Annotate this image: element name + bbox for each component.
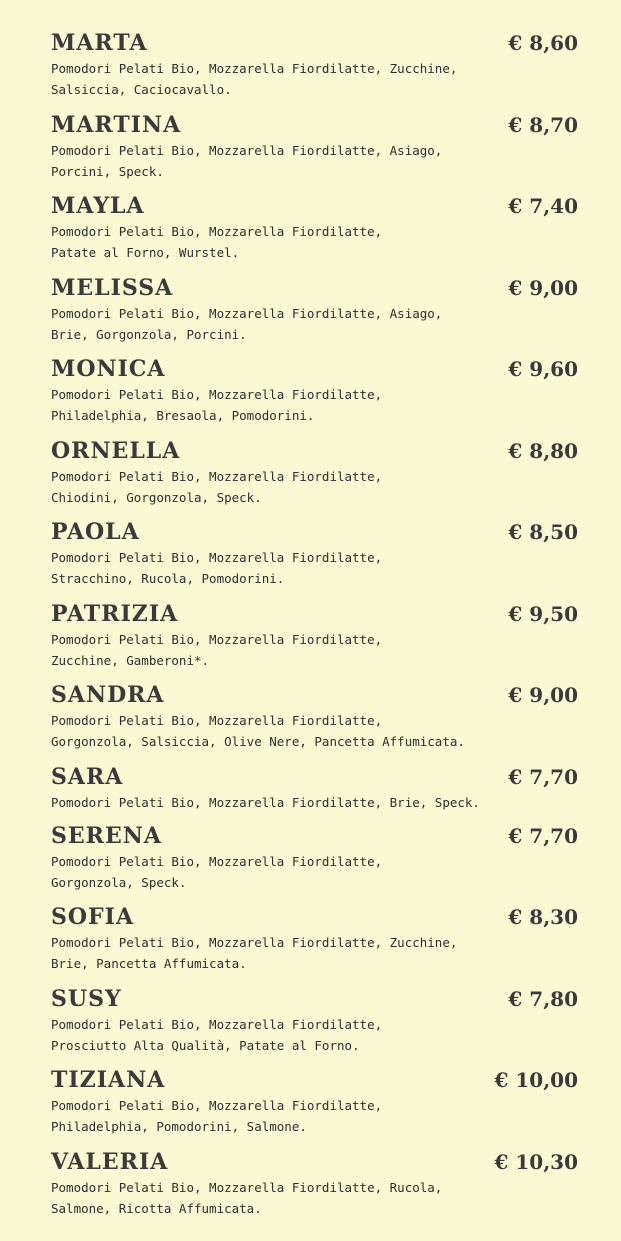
ingredients-line: Salsiccia, Caciocavallo. (51, 82, 232, 97)
menu-item (51, 984, 578, 1066)
ingredients-line: Pomodori Pelati Bio, Mozzarella Fiordilatte, Zucchine, (51, 935, 458, 950)
ingredients-line: Brie, Pancetta Affumicata. (51, 956, 247, 971)
menu-item (51, 191, 578, 273)
pizza-price: € 10,00 (494, 1068, 578, 1092)
ingredients-line: Pomodori Pelati Bio, Mozzarella Fiordilatte, Rucola, (51, 1179, 443, 1195)
pizza-name: SARA (51, 763, 124, 790)
ingredients (51, 140, 578, 182)
menu-item (51, 28, 578, 110)
menu-item-header (51, 680, 578, 710)
menu-item-header (51, 436, 578, 466)
menu-item-header (51, 517, 578, 547)
menu-item (51, 762, 578, 821)
pizza-name: MARTINA (51, 111, 182, 138)
menu-item (51, 902, 578, 984)
pizza-name: MAYLA (51, 193, 145, 219)
menu-item-header (51, 354, 578, 384)
pizza-name: MARTA (51, 30, 148, 56)
pizza-price: € 8,60 (508, 31, 578, 55)
ingredients (51, 1177, 578, 1219)
pizza-name: VALERIA (51, 1148, 169, 1175)
menu-item-header (51, 762, 578, 792)
ingredients (51, 1095, 578, 1137)
pizza-name: SUSY (51, 985, 122, 1012)
ingredients-line: Pomodori Pelati Bio, Mozzarella Fiordilatte, (51, 631, 383, 647)
ingredients (51, 1014, 578, 1056)
menu-item (51, 273, 578, 355)
pizza-price: € 9,50 (508, 601, 578, 626)
ingredients-line: Pomodori Pelati Bio, Mozzarella Fiordilatte, Asiago, (51, 305, 443, 321)
menu-item-header (51, 1147, 578, 1177)
pizza-price: € 7,70 (508, 764, 578, 789)
ingredients (51, 629, 578, 671)
pizza-price: € 9,00 (508, 275, 578, 300)
pizza-price: € 10,30 (494, 1149, 578, 1174)
menu-item-header (51, 28, 578, 58)
ingredients-line: Pomodori Pelati Bio, Mozzarella Fiordilatte, (51, 713, 383, 728)
ingredients-line: Salmone, Ricotta Affumicata. (51, 1200, 262, 1216)
menu-item-header (51, 984, 578, 1014)
menu-item (51, 1065, 578, 1147)
ingredients (51, 547, 578, 589)
ingredients-line: Pomodori Pelati Bio, Mozzarella Fiordilatte, (51, 1098, 383, 1113)
menu-item-header (51, 902, 578, 932)
ingredients-line: Philadelphia, Bresaola, Pomodorini. (51, 408, 315, 423)
ingredients-line: Pomodori Pelati Bio, Mozzarella Fiordilatte, (51, 387, 383, 402)
menu-item (51, 821, 578, 903)
pizza-price: € 7,70 (508, 823, 578, 848)
menu-item (51, 436, 578, 518)
ingredients-line: Philadelphia, Pomodorini, Salmone. (51, 1119, 307, 1134)
ingredients (51, 932, 578, 974)
ingredients-line: Pomodori Pelati Bio, Mozzarella Fiordilatte, (51, 468, 383, 484)
ingredients-line: Porcini, Speck. (51, 163, 164, 179)
pizza-name: SANDRA (51, 682, 165, 708)
ingredients-line: Stracchino, Rucola, Pomodorini. (51, 571, 285, 586)
menu-item-header (51, 599, 578, 629)
ingredients (51, 221, 578, 263)
pizza-name: SERENA (51, 822, 162, 849)
pizza-name: SOFIA (51, 904, 135, 930)
pizza-name: MELISSA (51, 274, 174, 301)
ingredients (51, 792, 578, 813)
ingredients-line: Pomodori Pelati Bio, Mozzarella Fiordilatte, (51, 853, 383, 869)
menu-item-header (51, 1065, 578, 1095)
pizza-name: ORNELLA (51, 437, 181, 464)
ingredients-line: Prosciutto Alta Qualità, Patate al Forno. (51, 1037, 360, 1053)
menu-item-header (51, 821, 578, 851)
pizza-price: € 7,40 (508, 194, 578, 218)
menu-item (51, 680, 578, 762)
ingredients-line: Zucchine, Gamberoni*. (51, 652, 210, 668)
pizza-price: € 9,00 (508, 683, 578, 707)
pizza-name: PAOLA (51, 519, 140, 545)
ingredients (51, 851, 578, 893)
ingredients (51, 710, 578, 752)
ingredients (51, 303, 578, 345)
ingredients-line: Pomodori Pelati Bio, Mozzarella Fiordilatte, (51, 1016, 383, 1032)
menu-item (51, 110, 578, 192)
ingredients (51, 466, 578, 508)
ingredients-line: Chiodini, Gorgonzola, Speck. (51, 489, 262, 505)
ingredients-line: Pomodori Pelati Bio, Mozzarella Fiordilatte, (51, 550, 383, 565)
pizza-name: PATRIZIA (51, 600, 179, 627)
menu-item (51, 517, 578, 599)
menu-item (51, 599, 578, 681)
ingredients-line: Pomodori Pelati Bio, Mozzarella Fiordilatte, Asiago, (51, 142, 443, 158)
ingredients-line: Gorgonzola, Speck. (51, 874, 187, 890)
pizza-price: € 7,80 (508, 986, 578, 1011)
pizza-price: € 9,60 (508, 357, 578, 381)
ingredients (51, 58, 578, 100)
ingredients-line: Gorgonzola, Salsiccia, Olive Nere, Pancetta Affumicata. (51, 734, 465, 749)
menu-item (51, 354, 578, 436)
pizza-menu-list (51, 28, 578, 1228)
pizza-name: MONICA (51, 356, 166, 382)
menu-item-header (51, 273, 578, 303)
menu-item-header (51, 191, 578, 221)
pizza-name: TIZIANA (51, 1067, 166, 1093)
pizza-price: € 8,30 (508, 905, 578, 929)
pizza-price: € 8,50 (508, 520, 578, 544)
ingredients-line: Pomodori Pelati Bio, Mozzarella Fiordilatte, Brie, Speck. (51, 794, 480, 810)
menu-item (51, 1147, 578, 1229)
ingredients-line: Patate al Forno, Wurstel. (51, 245, 240, 260)
ingredients-line: Pomodori Pelati Bio, Mozzarella Fiordilatte, (51, 224, 383, 239)
ingredients-line: Brie, Gorgonzola, Porcini. (51, 326, 247, 342)
pizza-price: € 8,70 (508, 112, 578, 137)
pizza-price: € 8,80 (508, 438, 578, 463)
ingredients-line: Pomodori Pelati Bio, Mozzarella Fiordilatte, Zucchine, (51, 61, 458, 76)
menu-item-header (51, 110, 578, 140)
ingredients (51, 384, 578, 426)
